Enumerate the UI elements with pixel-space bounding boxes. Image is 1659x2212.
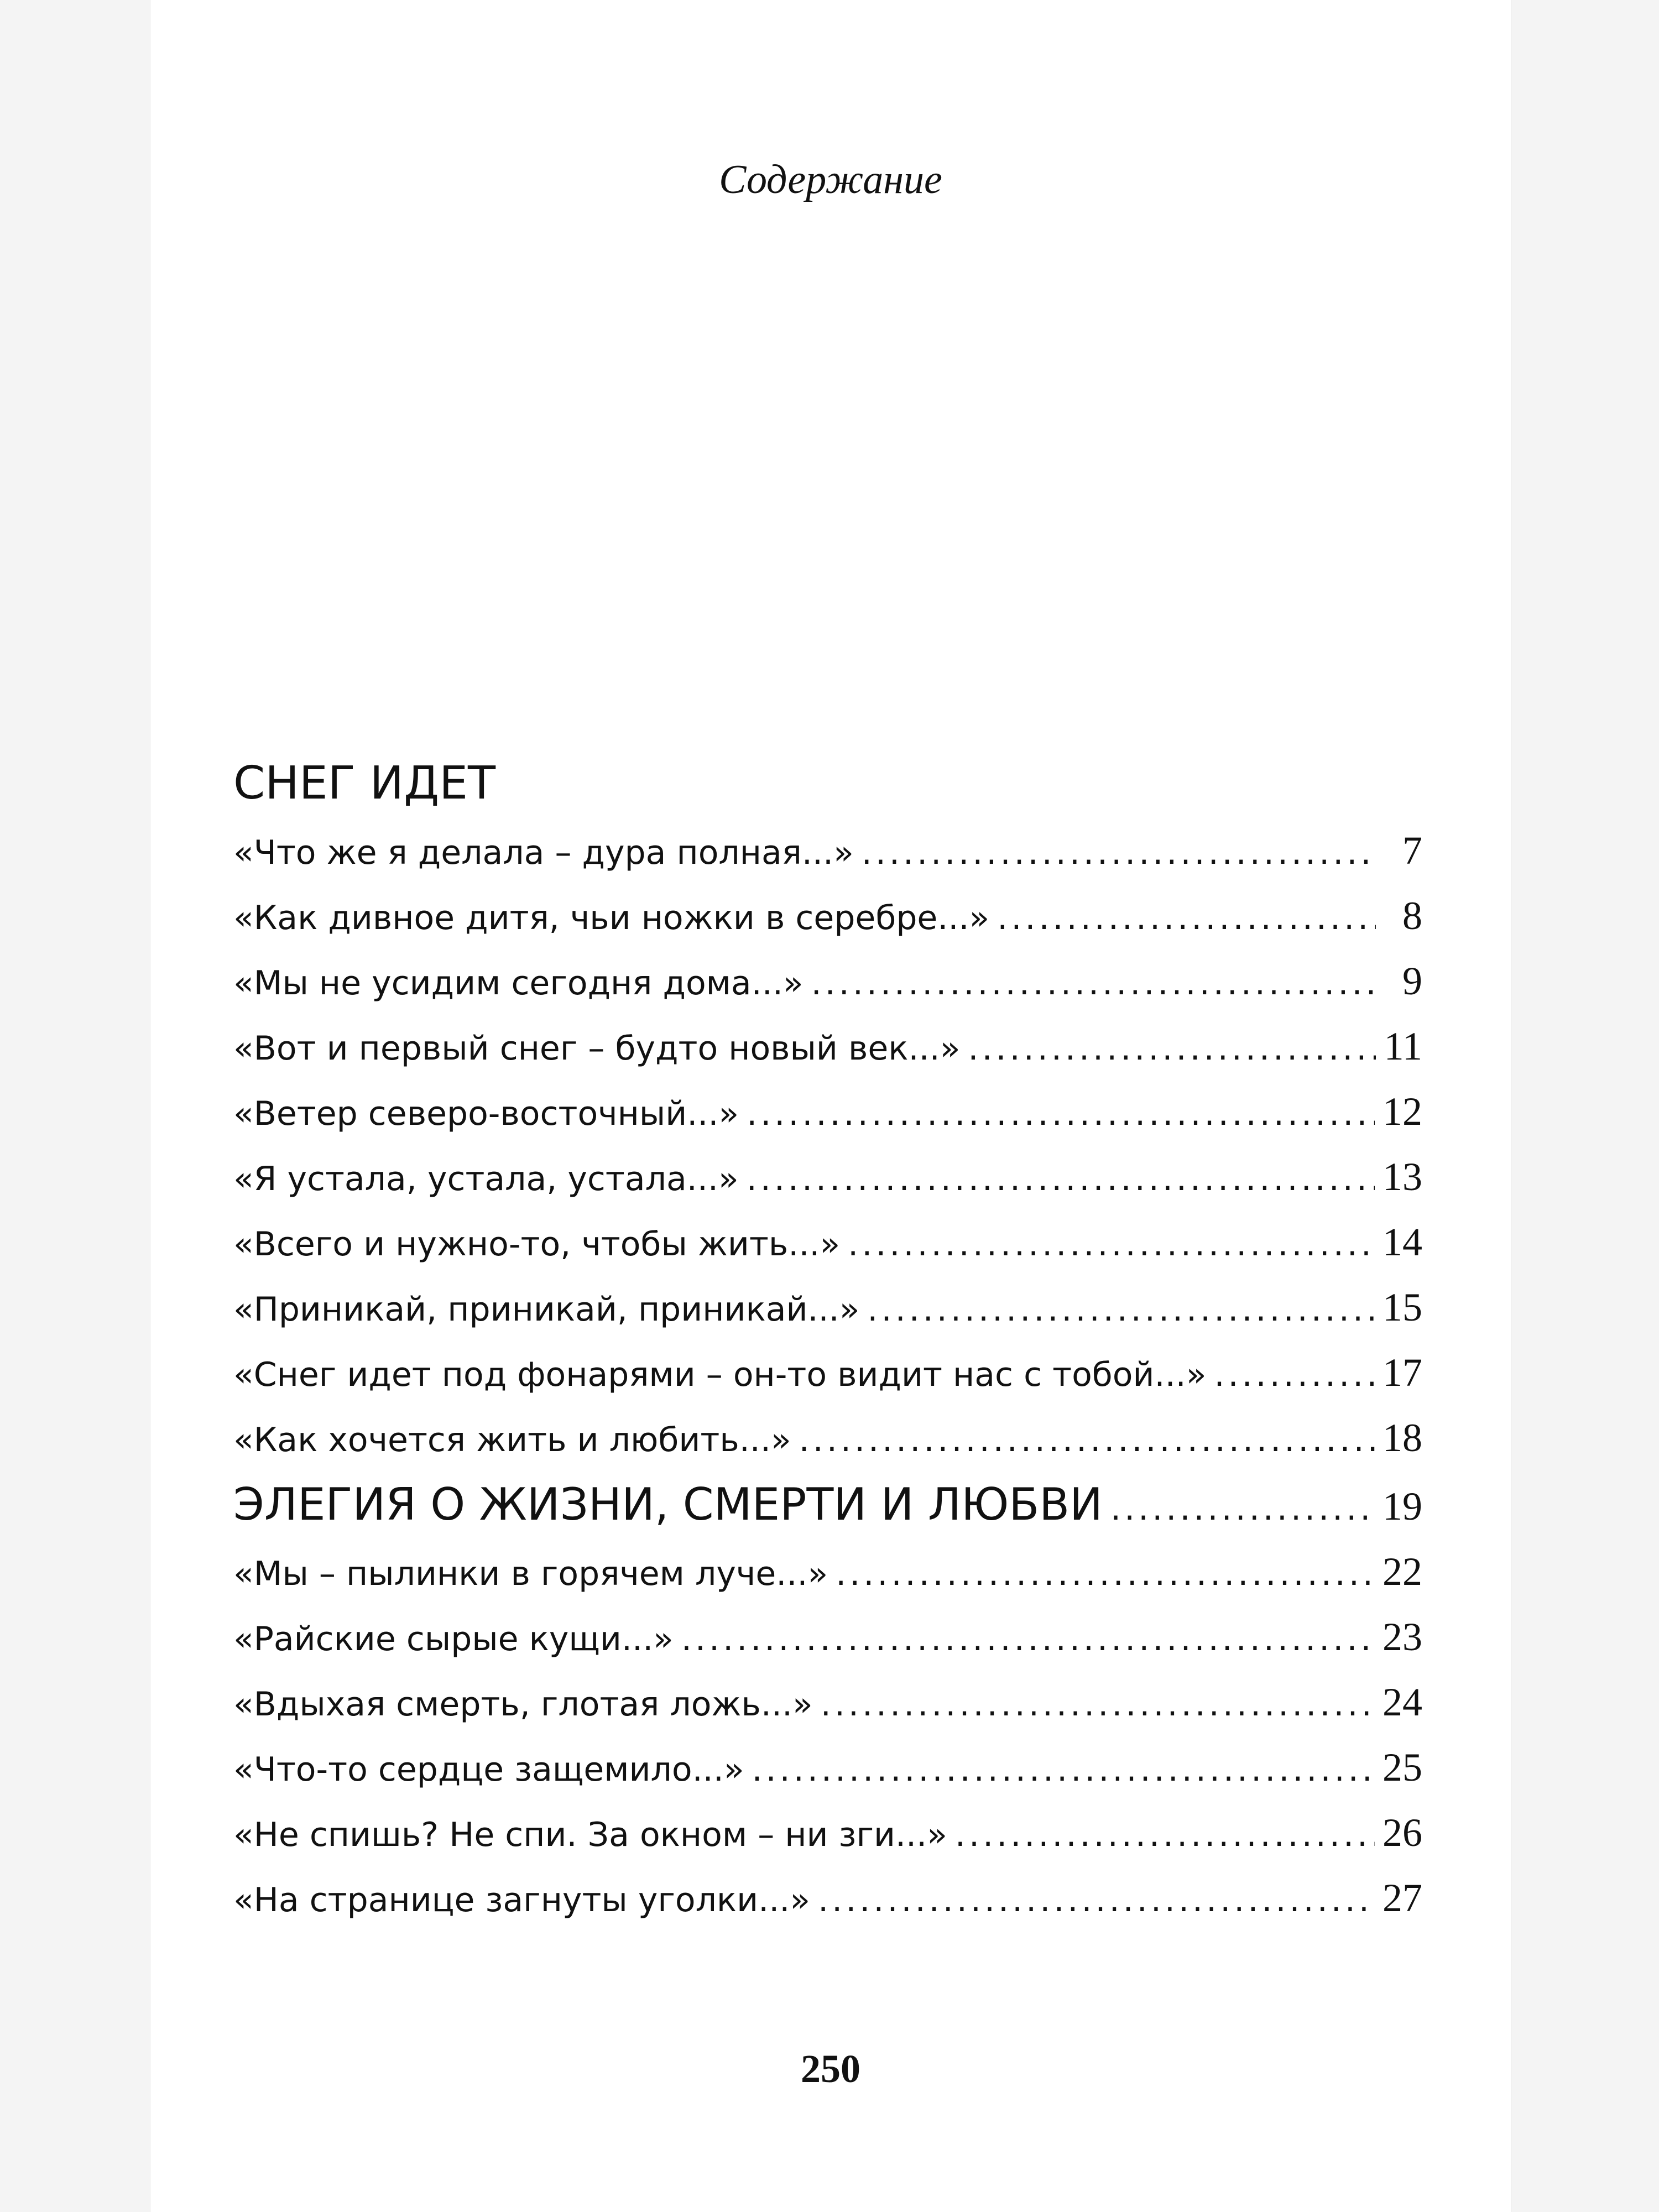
toc-entry-page: 14 [1383, 1220, 1422, 1264]
toc-entry-page: 17 [1383, 1350, 1422, 1395]
toc-entry[interactable] [233, 948, 1422, 1014]
book-page [150, 0, 1511, 2212]
toc-entry-title: «Что же я делала – дура полная...» [233, 833, 854, 872]
toc-entry-title: «Мы не усидим сегодня дома...» [233, 964, 804, 1003]
toc-entry-page: 9 [1402, 959, 1422, 1003]
dot-leader [799, 1407, 1375, 1473]
dot-leader [1110, 1470, 1375, 1543]
toc-entry-title: «Вот и первый снег – будто новый век...» [233, 1029, 961, 1068]
toc-entry[interactable] [233, 1865, 1422, 1931]
toc-entry-title: «Ветер северо-восточный...» [233, 1094, 739, 1133]
toc-entry[interactable] [233, 1405, 1422, 1470]
toc-entry-title: «Не спишь? Не спи. За окном – ни зги...» [233, 1815, 947, 1854]
toc-entry-page: 23 [1383, 1615, 1422, 1659]
dot-leader [862, 820, 1376, 885]
dot-leader [848, 1212, 1375, 1277]
toc-entry-title: «Что-то сердце защемило...» [233, 1750, 744, 1789]
dot-leader [1214, 1342, 1375, 1407]
toc-entry[interactable] [233, 1144, 1422, 1209]
toc-entry-title: «На странице загнуты уголки...» [233, 1881, 811, 1919]
section-heading: ЭЛЕГИЯ О ЖИЗНИ, СМЕРТИ И ЛЮБВИ [233, 1479, 1103, 1530]
toc-entry[interactable] [233, 1209, 1422, 1275]
toc-entry[interactable] [233, 1340, 1422, 1405]
toc-entry-title: «Вдыхая смерть, глотая ложь...» [233, 1685, 813, 1724]
toc-entry[interactable] [233, 883, 1422, 948]
toc-entry-page: 25 [1383, 1745, 1422, 1790]
page-number: 250 [801, 2047, 860, 2091]
section-page: 19 [1383, 1484, 1422, 1528]
toc-entry-page: 18 [1383, 1416, 1422, 1460]
dot-leader [752, 1737, 1375, 1802]
toc-entry[interactable] [233, 1604, 1422, 1670]
toc-entry-title: «Снег идет под фонарями – он-то видит нас с тобой...» [233, 1355, 1207, 1394]
toc-entry-page: 26 [1383, 1811, 1422, 1855]
dot-leader [955, 1802, 1375, 1867]
toc-entry[interactable] [233, 1735, 1422, 1800]
toc-entry-title: «Всего и нужно-то, чтобы жить...» [233, 1225, 841, 1264]
toc-entry[interactable] [233, 1539, 1422, 1604]
dot-leader [747, 1146, 1375, 1212]
toc-entry[interactable] [233, 1800, 1422, 1865]
toc-entry[interactable] [233, 818, 1422, 883]
toc-entry-title: «Райские сырые кущи...» [233, 1620, 674, 1658]
dot-leader [747, 1081, 1375, 1146]
toc-entry-title: «Я устала, устала, устала...» [233, 1160, 739, 1198]
toc-entry-page: 15 [1383, 1285, 1422, 1329]
dot-leader [968, 1016, 1376, 1081]
toc-entry-title: «Как хочется жить и любить...» [233, 1421, 791, 1459]
dot-leader [818, 1867, 1375, 1933]
toc-entry[interactable] [233, 1079, 1422, 1144]
toc-entry-page: 27 [1383, 1876, 1422, 1920]
toc-entry-page: 22 [1383, 1550, 1422, 1594]
section-heading: СНЕГ ИДЕТ [233, 757, 496, 810]
section-heading-with-page[interactable] [233, 1470, 1422, 1539]
toc-entry[interactable] [233, 1014, 1422, 1079]
toc-entry-page: 13 [1383, 1155, 1422, 1199]
table-of-contents [233, 749, 1422, 1931]
dot-leader [811, 951, 1376, 1016]
dot-leader [836, 1541, 1375, 1606]
toc-entry-title: «Как дивное дитя, чьи ножки в серебре...» [233, 899, 990, 937]
toc-entry-title: «Приникай, приникай, приникай...» [233, 1290, 860, 1329]
toc-entry[interactable] [233, 1670, 1422, 1735]
toc-entry-title: «Мы – пылинки в горячем луче...» [233, 1554, 828, 1593]
dot-leader [821, 1672, 1375, 1737]
toc-entry-page: 8 [1402, 894, 1422, 938]
toc-entry-page: 12 [1383, 1089, 1422, 1134]
toc-entry-page: 24 [1383, 1680, 1422, 1724]
page-title: Содержание [719, 157, 942, 202]
toc-entry-page: 7 [1402, 828, 1422, 873]
dot-leader [997, 885, 1376, 951]
toc-entry[interactable] [233, 1275, 1422, 1340]
toc-entry-page: 11 [1384, 1024, 1422, 1068]
dot-leader [681, 1606, 1375, 1672]
dot-leader [867, 1277, 1375, 1342]
